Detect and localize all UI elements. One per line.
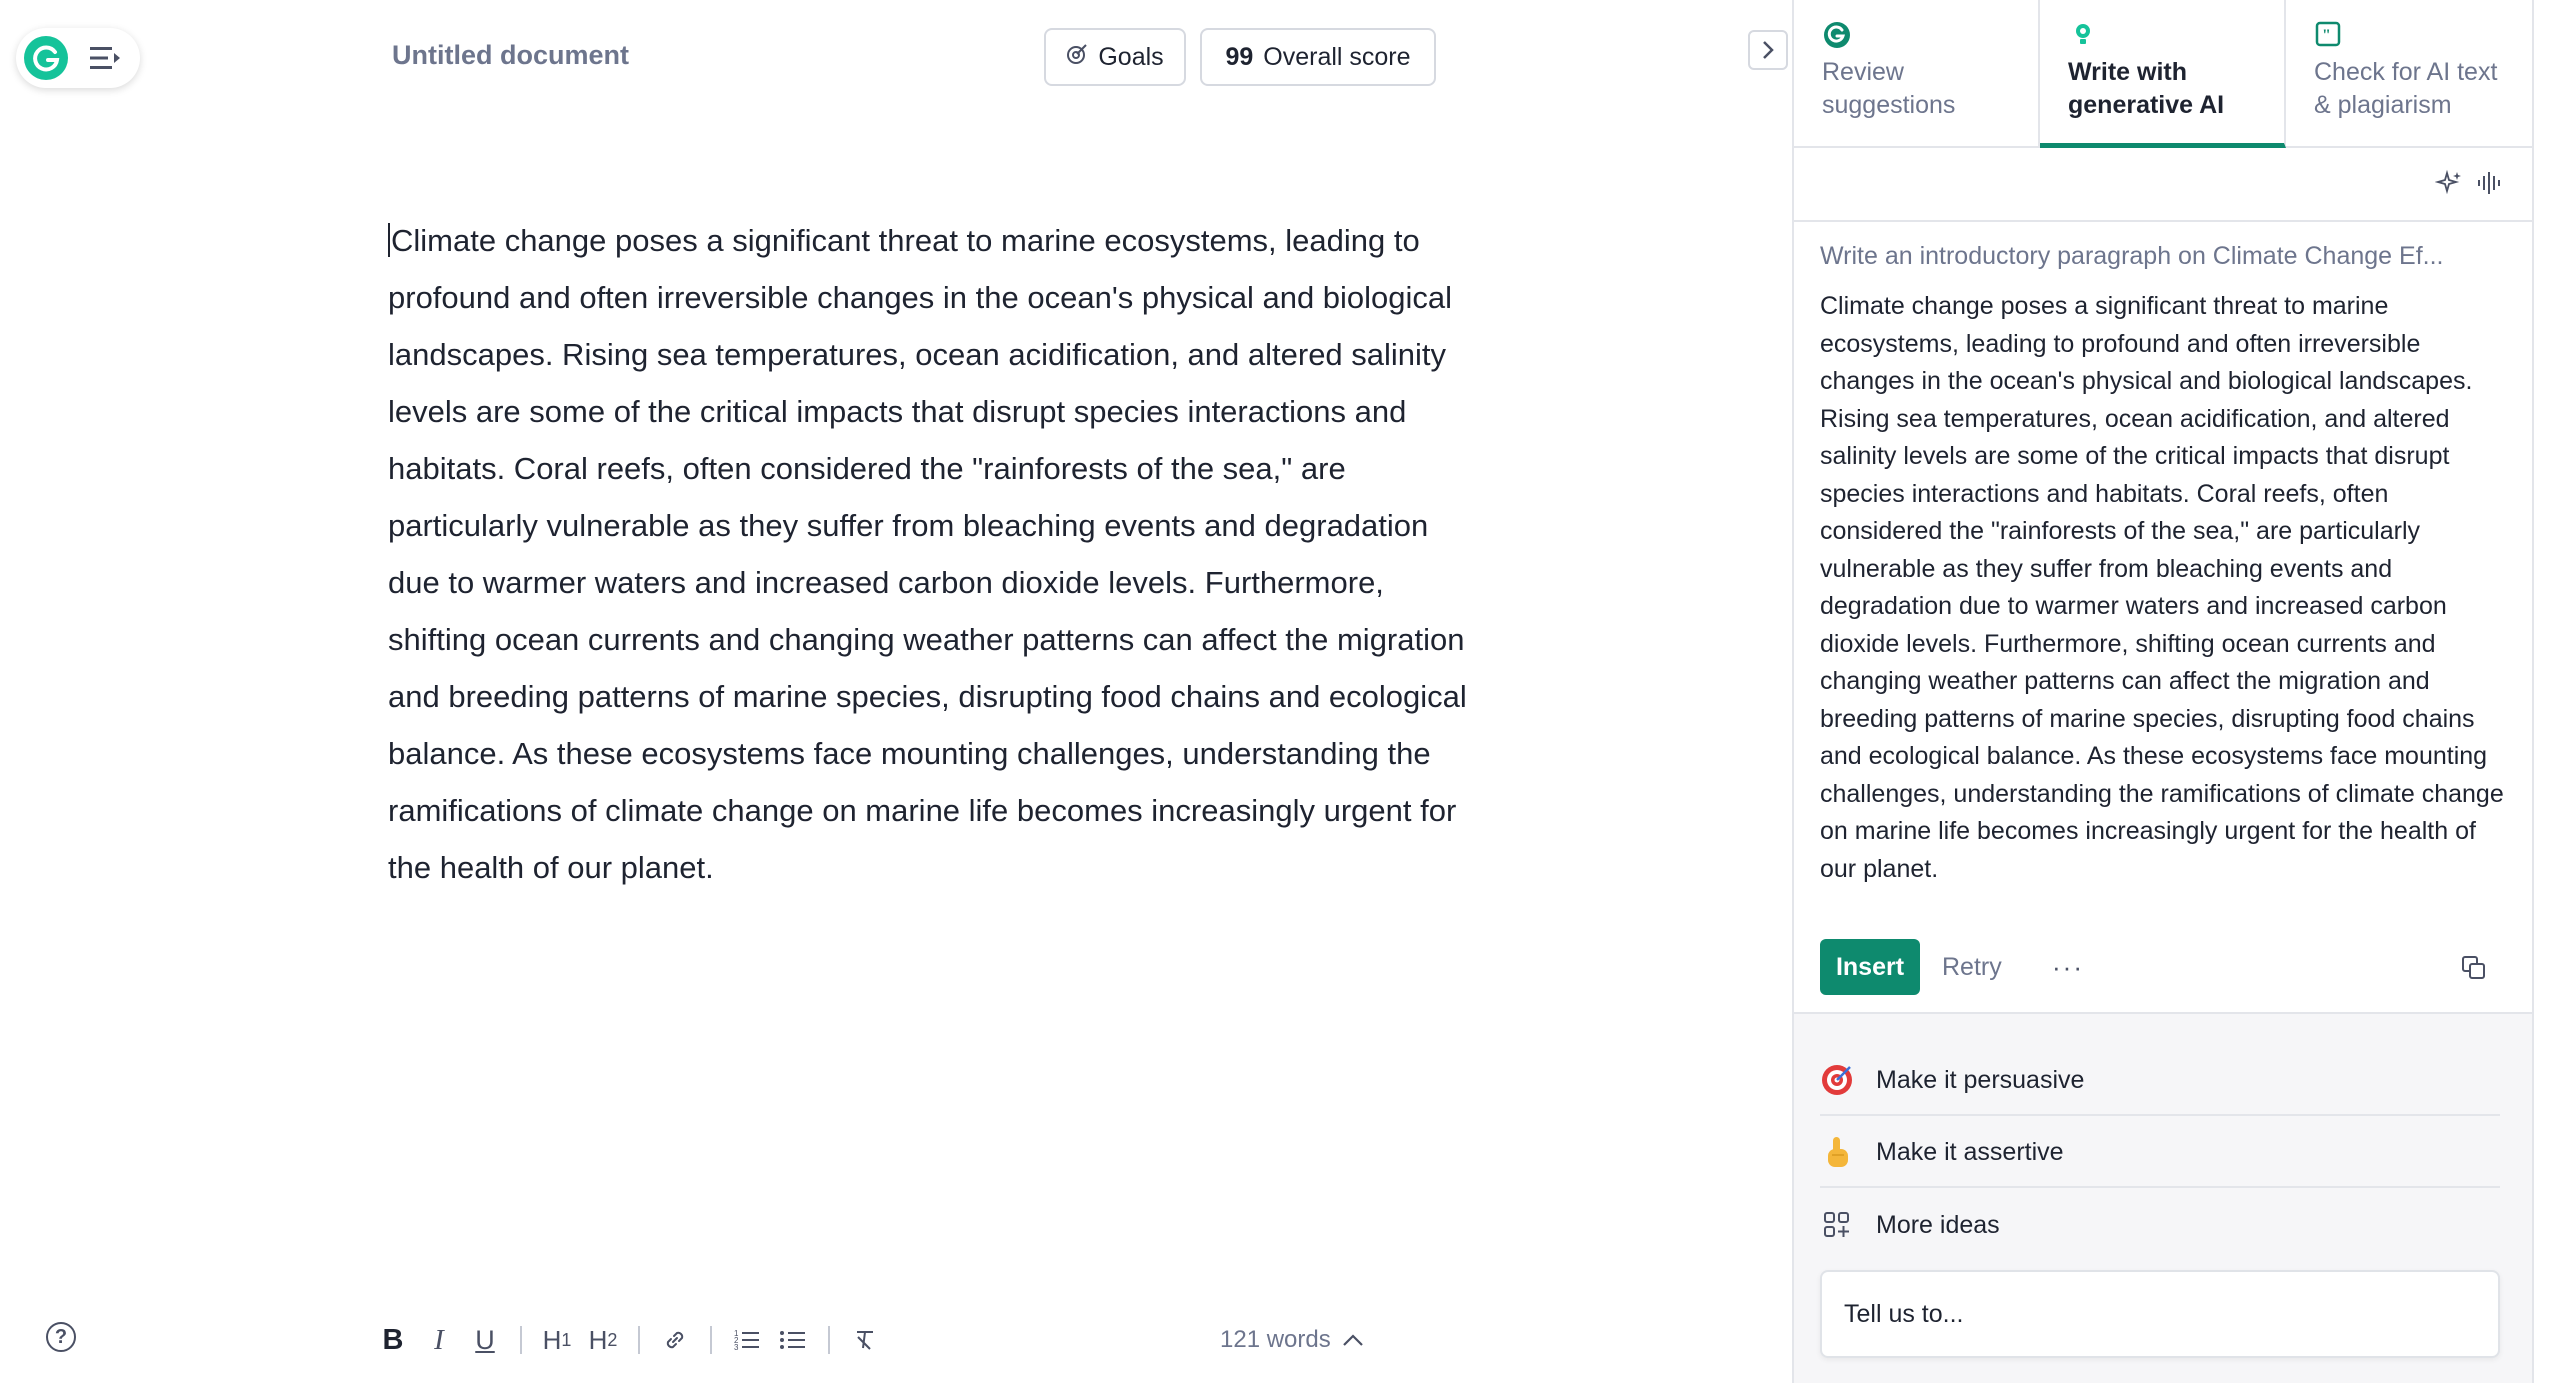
toolbar-divider — [520, 1326, 522, 1354]
link-icon[interactable] — [652, 1320, 698, 1360]
goals-icon — [1066, 43, 1088, 72]
assistant-panel — [1792, 0, 2532, 1383]
heading1-button[interactable]: H 1 — [542, 1324, 572, 1355]
retry-button[interactable]: Retry — [1942, 952, 2002, 981]
chevron-right-icon — [1760, 39, 1776, 61]
tell-us-input[interactable]: Tell us to... — [1820, 1270, 2500, 1358]
copy-icon[interactable] — [2460, 954, 2488, 982]
generated-result — [1794, 224, 2534, 1012]
pointing-finger-icon — [1820, 1135, 1854, 1169]
insert-button[interactable]: Insert — [1820, 939, 1920, 995]
chevron-up-icon — [1341, 1332, 1365, 1348]
goals-button[interactable] — [1044, 28, 1186, 86]
tab-label: Write with generative AI — [2068, 58, 2225, 119]
document-body-text: Climate change poses a significant threat to marine ecosystems, leading to profound and often irreversible changes in the ocean's physical and biological landscapes. Rising sea temperatures, ocean acidification, and altered salinity levels are some of the critical impacts that disrupt species interactions and habitats. Coral reefs, often considered the "rainforests of the sea," are particularly vulnerable as they suffer from bleaching events and degradation due to warmer waters and increased carbon dioxide levels. Furthermore, shifting ocean currents and changing weather patterns can affect the migration and breeding patterns of marine species, disrupting food chains and ecological balance. As these ecosystems face mounting challenges, understanding the ramifications of climate change on marine life becomes increasingly urgent for the health of our planet. — [388, 223, 1467, 885]
text-cursor — [388, 223, 390, 257]
heading2-button[interactable]: H 2 — [588, 1324, 618, 1355]
idea-label: Make it persuasive — [1876, 1065, 2085, 1094]
tab-label: Review suggestions — [1822, 58, 1956, 119]
svg-text:2: 2 — [734, 1336, 739, 1345]
voice-waveform-icon[interactable] — [2474, 168, 2504, 198]
collapse-panel-button[interactable] — [1748, 30, 1788, 70]
generated-text: Climate change poses a significant threat to marine ecosystems, leading to profound and often irreversible changes in the ocean's physical and biological landscapes. Rising sea temperatures, ocean acidification, and altered salinity levels are some of the critical impacts that disrupt species interactions and habitats. Coral reefs, often considered the "rainforests of the sea," are particularly vulnerable as they suffer from bleaching events and degradation due to warmer waters and increased carbon dioxide levels. Furthermore, shifting ocean currents and changing weather patterns can affect the migration and breeding patterns of marine species, disrupting food chains and ecological balance. As these ecosystems face mounting challenges, understanding the ramifications of climate change on marine life becomes increasingly urgent for the health of our planet. — [1820, 292, 2504, 883]
grammarly-menu-pill[interactable] — [16, 28, 140, 88]
tab-review-suggestions[interactable] — [1794, 0, 2040, 148]
document-editor[interactable] — [388, 212, 1468, 896]
idea-label: More ideas — [1876, 1210, 2000, 1239]
svg-text:3: 3 — [734, 1343, 739, 1352]
overall-score-button[interactable] — [1200, 28, 1436, 86]
idea-label: Make it assertive — [1876, 1137, 2064, 1166]
score-label: Overall score — [1263, 42, 1411, 71]
tab-write-generative-ai[interactable] — [2040, 0, 2286, 148]
ideas-section — [1794, 1012, 2534, 1383]
svg-text:": " — [2322, 27, 2331, 44]
menu-expand-icon[interactable] — [88, 43, 124, 73]
tab-label: Check for AI text & plagiarism — [2314, 58, 2498, 119]
prompt-text: Write an introductory paragraph on Climate Change Ef... — [1820, 242, 2444, 270]
grammarly-logo-icon — [24, 36, 68, 80]
italic-button[interactable]: I — [434, 1323, 444, 1356]
idea-make-persuasive[interactable] — [1820, 1046, 2500, 1116]
bulleted-list-icon[interactable] — [770, 1320, 816, 1360]
lightbulb-icon — [2068, 20, 2256, 54]
quote-icon — [2314, 20, 2504, 54]
numbered-list-icon[interactable] — [724, 1320, 770, 1360]
toolbar-divider — [638, 1326, 640, 1354]
more-options-button[interactable]: ··· — [2052, 951, 2084, 982]
goals-label: Goals — [1098, 42, 1164, 71]
page-scrollbar[interactable] — [2532, 0, 2560, 1383]
svg-text:1: 1 — [734, 1329, 739, 1338]
formatting-toolbar — [370, 1318, 888, 1362]
bold-button[interactable]: B — [382, 1323, 404, 1356]
clear-formatting-icon[interactable] — [842, 1320, 888, 1360]
grammarly-g-icon — [1822, 20, 2010, 54]
toolbar-divider — [828, 1326, 830, 1354]
document-title[interactable]: Untitled document — [392, 40, 629, 70]
word-count-toggle[interactable] — [1220, 1326, 1365, 1354]
toolbar-divider — [710, 1326, 712, 1354]
target-icon — [1820, 1063, 1854, 1097]
tab-check-ai-plagiarism[interactable] — [2286, 0, 2532, 148]
panel-tools-row — [1794, 148, 2534, 222]
score-value: 99 — [1225, 42, 1254, 71]
idea-more-ideas[interactable] — [1820, 1190, 2500, 1260]
underline-button[interactable]: U — [475, 1324, 495, 1355]
grid-plus-icon — [1820, 1208, 1854, 1242]
panel-tabs — [1794, 0, 2534, 148]
help-icon[interactable]: ? — [46, 1322, 76, 1352]
idea-make-assertive[interactable] — [1820, 1118, 2500, 1188]
sparkle-icon[interactable] — [2434, 168, 2464, 198]
word-count-label: 121 words — [1220, 1326, 1331, 1353]
